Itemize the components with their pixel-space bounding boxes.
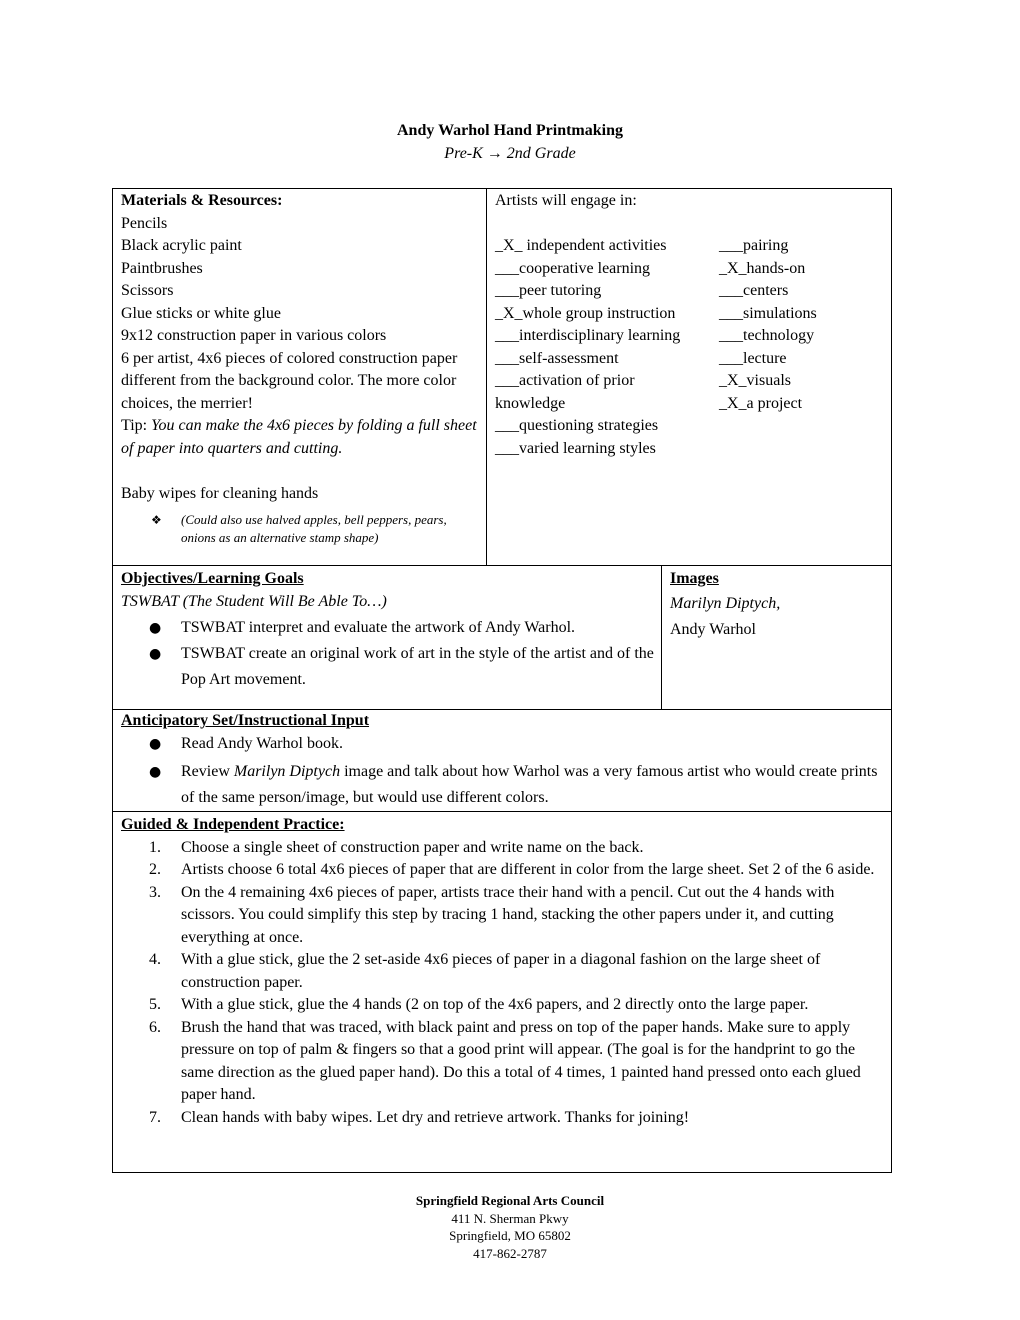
engagement-option: _X_hands-on — [719, 259, 806, 277]
practice-step: 1. Choose a single sheet of construction paper and write name on the back. — [149, 838, 644, 856]
engagement-option: ___technology — [719, 327, 815, 344]
engagement-option: _X_whole group instruction — [495, 304, 676, 322]
objectives-heading: Objectives/Learning Goals — [121, 570, 304, 587]
engagement-column-1 — [495, 235, 719, 460]
engagement-option: _X_ independent activities — [495, 237, 667, 254]
footer-address: 411 N. Sherman Pkwy — [451, 1210, 569, 1226]
diamond-bullet-icon: ❖ — [151, 513, 162, 527]
engagement-option: ___cooperative learning — [495, 259, 651, 277]
material-extra: Baby wipes for cleaning hands — [121, 484, 319, 502]
stamp-note — [121, 511, 481, 547]
column-divider — [486, 189, 487, 566]
material-item: 6 per artist, 4x6 pieces of colored construction paper different from the background color. The more color choices, the merrier! — [121, 349, 458, 412]
footer-org: Springfield Regional Arts Council — [415, 1193, 605, 1208]
engagement-option: ___centers — [719, 282, 789, 299]
stamp-note-text: (Could also use halved apples, bell peppers, pears, onions as an alternative stamp shape) — [181, 512, 447, 545]
practice-step: 7. Clean hands with baby wipes. Let dry and retrieve artwork. Thanks for joining! — [149, 1108, 690, 1126]
engagement-option: ___peer tutoring — [495, 282, 602, 299]
engagement-column-2 — [719, 235, 879, 415]
objective-item: ● TSWBAT create an original work of art in the style of the artist and of the Pop Art movement. — [121, 641, 657, 693]
materials-engagement-table — [112, 188, 892, 566]
material-item: 9x12 construction paper in various colors — [121, 327, 387, 344]
anticipatory-heading: Anticipatory Set/Instructional Input — [121, 712, 370, 729]
material-item: Pencils — [121, 214, 168, 232]
image-artist: Andy Warhol — [670, 620, 756, 638]
footer-city: Springfield, MO 65802 — [449, 1228, 571, 1243]
objectives-section — [121, 568, 657, 693]
bullet-icon: ● — [149, 620, 162, 636]
images-heading: Images — [670, 570, 719, 587]
image-title: Marilyn Diptych, — [670, 594, 781, 612]
anticipatory-set-section — [112, 709, 892, 812]
material-item: Paintbrushes — [121, 259, 203, 277]
anticipatory-item: ● Read Andy Warhol book. — [121, 733, 883, 756]
tip-label: Tip: — [121, 417, 152, 434]
column-divider — [661, 566, 662, 710]
page-subtitle: Pre-K → 2nd Grade — [444, 145, 576, 162]
footer — [0, 1192, 1020, 1262]
practice-step: 3. On the 4 remaining 4x6 pieces of paper, artists trace their hand with a pencil. Cut out the 4 hands with scissors. You could simplify this step by tracing 1 hand, stacking the other papers under it, and cutting everything at once. — [149, 883, 835, 946]
practice-step: 6. Brush the hand that was traced, with black paint and press on top of the paper hands. Make sure to apply pressure on top of palm & fingers so that a good print will appear. (The goal is for the handprint to go the same direction as the glued paper hand). Do this a total of 4 times, 1 painted hand pressed onto each glued paper hand. — [149, 1018, 861, 1103]
material-item: Scissors — [121, 282, 174, 299]
page-title: Andy Warhol Hand Printmaking — [397, 122, 623, 139]
practice-step: 5. With a glue stick, glue the 4 hands (2 on top of the 4x6 papers, and 2 directly onto the large paper. — [149, 996, 809, 1013]
materials-section — [121, 190, 481, 547]
material-item: Glue sticks or white glue — [121, 304, 281, 322]
engagement-option: ___self-assessment — [495, 349, 619, 367]
engagement-option: ___activation of prior knowledge — [495, 372, 635, 412]
engagement-option: _X_visuals — [719, 372, 791, 389]
bullet-icon: ● — [149, 646, 162, 662]
practice-section — [112, 811, 892, 1173]
materials-heading: Materials & Resources: — [121, 192, 283, 209]
engagement-option: ___lecture — [719, 349, 787, 367]
tip-text: You can make the 4x6 pieces by folding a full sheet of paper into quarters and cutting. — [121, 417, 477, 457]
engagement-section — [495, 190, 885, 457]
engagement-option: ___questioning strategies — [495, 417, 659, 434]
bullet-icon: ● — [149, 764, 162, 780]
practice-step: 4. With a glue stick, glue the 2 set-aside 4x6 pieces of paper in a diagonal fashion on the large sheet of construction paper. — [149, 951, 821, 991]
anticipatory-item: ● Review Marilyn Diptych image and talk about how Warhol was a very famous artist who would create prints of the same person/image, but would use different colors. — [121, 759, 883, 811]
objectives-subheading: TSWBAT (The Student Will Be Able To…) — [121, 592, 387, 610]
engagement-option: _X_a project — [719, 394, 803, 412]
objectives-images-table — [112, 565, 892, 710]
material-item: Black acrylic paint — [121, 237, 242, 254]
bullet-icon: ● — [149, 735, 162, 752]
engagement-option: ___simulations — [719, 304, 817, 322]
practice-step: 2. Artists choose 6 total 4x6 pieces of paper that are different in color from the large sheet. Set 2 of the 6 aside. — [149, 861, 875, 878]
practice-heading: Guided & Independent Practice: — [121, 816, 345, 833]
engagement-heading: Artists will engage in: — [495, 192, 637, 209]
images-section — [670, 568, 880, 643]
material-tip — [121, 415, 481, 460]
engagement-option: ___varied learning styles — [495, 439, 656, 457]
footer-phone: 417-862-2787 — [473, 1245, 547, 1261]
objective-item: ● TSWBAT interpret and evaluate the artwork of Andy Warhol. — [121, 615, 657, 641]
engagement-option: ___pairing — [719, 237, 789, 254]
engagement-option: ___interdisciplinary learning — [495, 327, 681, 344]
